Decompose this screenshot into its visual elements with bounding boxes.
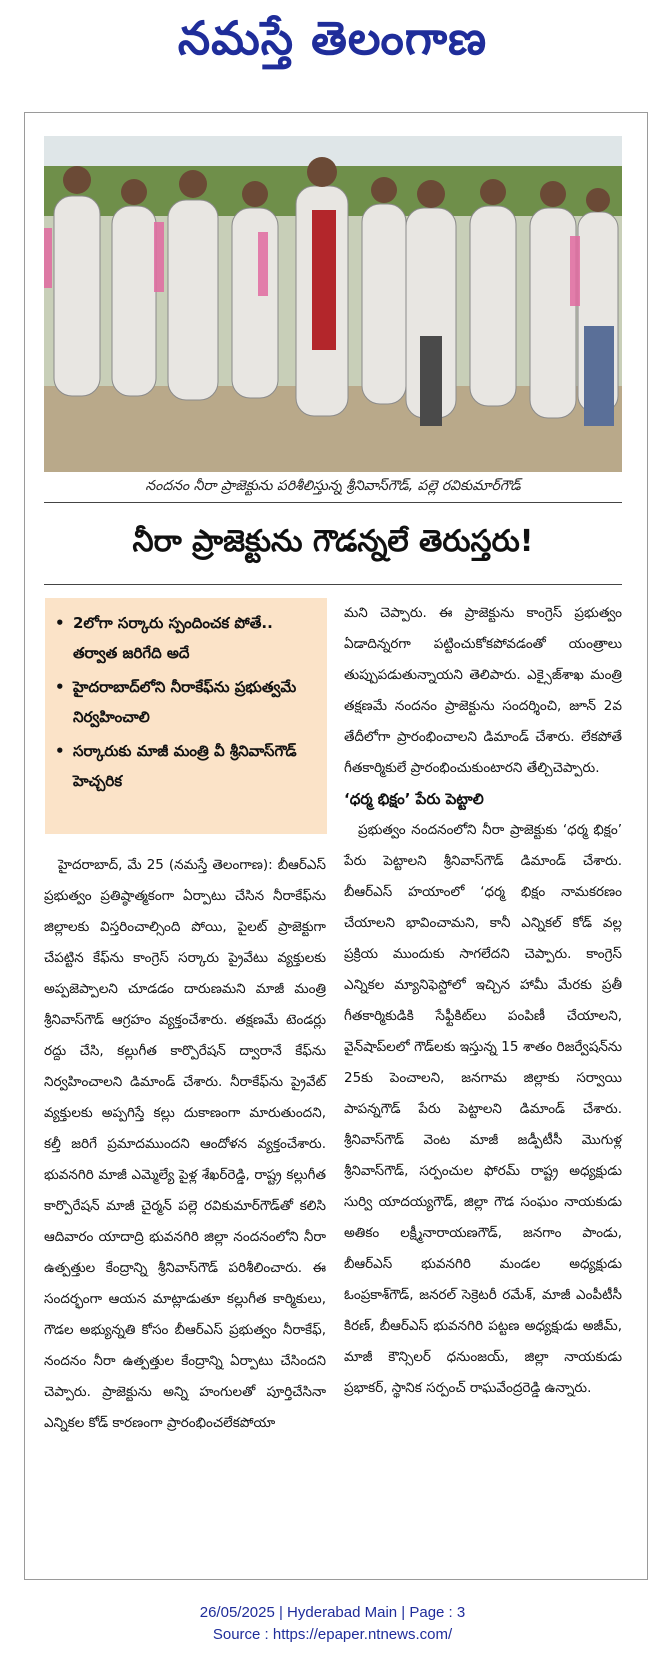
highlight-item — [55, 608, 317, 668]
body-paragraph: ప్రభుత్వం నందనంలోని నీరా ప్రాజెక్టుకు ‘ధర్మ భిక్షం’ పేరు పెట్టాలని శ్రీనివాస్‌గౌడ్‌ డిమాండ్‌ చేశారు. బీఆర్‌ఎస్‌ హయాంలో ‘ధర్మ భిక్షం నామకరణం చేయాలని భావించామని, కానీ ఎన్నికల్‌ కోడ్‌ వల్ల ప్రక్రియ ముందుకు సాగలేదని చెప్పారు. కాంగ్రెస్‌ ఎన్నికల మ్యానిఫెస్టోలో ఇచ్చిన హామీ మేరకు ప్రతీ గీతకార్మికుడికి సేఫ్టీకిట్‌లు పంపిణీ చేయాలని, వైన్‌షాప్‌లలో గౌడ్‌లకు ఇస్తున్న 15 శాతం రిజర్వేషన్‌ను 25కు పెంచాలని, జనగామ జిల్లాకు సర్వాయి పాపన్నగౌడ్‌ పేరు పెట్టాలని డిమాండ్‌ చేశారు. శ్రీనివాస్‌గౌడ్‌ వెంట మాజీ జడ్పీటీసీ మొగుళ్ల శ్రీనివాస్‌గౌడ్‌, సర్పంచుల ఫోరమ్‌ రాష్ట్ర అధ్యక్షుడు సుర్వి యాదయ్యగౌడ్‌, జిల్లా గౌడ సంఘం నాయకుడు అతికం లక్ష్మీనారాయణగౌడ్‌, జనగాం పాండు, బీఆర్‌ఎస్‌ భువనగిరి మండల అధ్యక్షుడు ఓంప్రకాశ్‌గౌడ్‌, జనరల్‌ సెక్రెటరీ రమేశ్‌, మాజీ ఎంపీటీసీ కిరణ్‌, బీఆర్‌ఎస్‌ భువనగిరి పట్టణ అధ్యక్షుడు అజీమ్‌, మాజీ కౌన్సిలర్‌ ధనుంజయ్‌, జిల్లా నాయకుడు ప్రభాకర్‌, స్థానిక సర్పంచ్‌ రాఘవేంద్రరెడ్డి ఉన్నారు. — [344, 822, 622, 1396]
highlight-text: హైదరాబాద్‌లోని నీరాకేఫ్‌ను ప్రభుత్వమే నిర్వహించాలి — [73, 678, 297, 726]
article-column-left — [44, 850, 326, 1439]
news-photo-illustration — [44, 136, 622, 472]
bullet-icon: • — [55, 742, 65, 760]
highlight-item — [55, 672, 317, 732]
highlights-box — [45, 598, 327, 834]
highlight-item — [55, 736, 317, 796]
page-footer — [0, 1602, 665, 1646]
edition-info: 26/05/2025 | Hyderabad Main | Page : 3 — [199, 1604, 466, 1621]
headline-divider — [44, 584, 622, 585]
section-subhead: ‘ధర్మ భిక్షం’ పేరు పెట్టాలి — [344, 790, 484, 808]
news-photo — [44, 136, 622, 472]
body-paragraph: హైదరాబాద్‌, మే 25 (నమస్తే తెలంగాణ): బీఆర్‌ఎస్‌ ప్రభుత్వం ప్రతిష్ఠాత్మకంగా ఏర్పాటు చేసిన నీరాకేఫ్‌ను జిల్లాలకు విస్తరించాల్సింది పోయి, పైలట్‌ ప్రాజెక్టుగా చేపట్టిన కేఫ్‌ను కాంగ్రెస్‌ సర్కారు ప్రైవేటు వ్యక్తులకు అప్పజెప్పాలని చూడడం దారుణమని మాజీ మంత్రి శ్రీనివాస్‌గౌడ్‌ ఆగ్రహం వ్యక్తంచేశారు. తక్షణమే టెండర్లు రద్దు చేసి, కల్లుగీత కార్పొరేషన్‌ ద్వారానే కేఫ్‌ను నిర్వహించాలని డిమాండ్‌ చేశారు. నీరాకేఫ్‌ను ప్రైవేట్‌ వ్యక్తులకు అప్పగిస్తే కల్లు దుకాణంగా మారుతుందని, కల్తీ జరిగే ప్రమాదముందని ఆందోళన వ్యక్తంచేశారు. భువనగిరి మాజీ ఎమ్మెల్యే పైళ్ల శేఖర్‌రెడ్డి, రాష్ట్ర కల్లుగీత కార్పొరేషన్‌ మాజీ చైర్మన్‌ పల్లె రవికుమార్‌గౌడ్‌తో కలిసి ఆదివారం యాదాద్రి భువనగిరి జిల్లా నందనంలోని నీరా ఉత్పత్తుల కేంద్రాన్ని శ్రీనివాస్‌గౌడ్‌ పరిశీలించారు. ఈ సందర్భంగా ఆయన మాట్లాడుతూ కల్లుగీత కార్మికులు, గౌడల అభ్యున్నతి కోసం బీఆర్‌ఎస్‌ ప్రభుత్వం నీరాకేఫ్‌, నందనం నీరా ఉత్పత్తుల కేంద్రాన్ని ఏర్పాటు చేసిందని చెప్పారు. ప్రాజెక్టును అన్ని హంగులతో పూర్తిచేసినా ఎన్నికల కోడ్‌ కారణంగా ప్రారంభించలేకపోయా — [44, 857, 326, 1431]
body-paragraph: మని చెప్పారు. ఈ ప్రాజెక్టును కాంగ్రెస్‌ ప్రభుత్వం ఏడాదిన్నరగా పట్టించుకోకపోవడంతో యంత్రాలు తుప్పుపడుతున్నాయని తెలిపారు. ఎక్సైజ్‌శాఖ మంత్రి తక్షణమే నందనం ప్రాజెక్టును సందర్శించి, జూన్‌ 2వ తేదీలోగా ప్రారంభించాలని డిమాండ్‌ చేశారు. లేకపోతే గీతకార్మికులే ప్రారంభించుకుంటారని తేల్చిచెప్పారు. — [344, 605, 622, 776]
masthead-title: నమస్తే తెలంగాణ — [177, 11, 488, 65]
article-headline: నీరా ప్రాజెక్టును గౌడన్నలే తెరుస్తరు! — [132, 524, 534, 559]
bullet-icon: • — [55, 678, 65, 696]
bullet-icon: • — [55, 614, 65, 632]
source-link[interactable]: Source : https://epaper.ntnews.com/ — [212, 1626, 453, 1643]
highlight-text: సర్కారుకు మాజీ మంత్రి వీ శ్రీనివాస్‌గౌడ్‌ హెచ్చరిక — [73, 742, 297, 790]
photo-caption: నందనం నీరా ప్రాజెక్టును పరిశీలిస్తున్న శ్రీనివాస్‌గౌడ్‌, పల్లె రవికుమార్‌గౌడ్‌ — [145, 478, 521, 494]
masthead — [0, 0, 665, 88]
highlight-text: 2లోగా సర్కారు స్పందించక పోతే.. తర్వాత జరిగేది అదే — [73, 614, 273, 662]
caption-divider — [44, 502, 622, 503]
article-column-right — [344, 598, 622, 1404]
